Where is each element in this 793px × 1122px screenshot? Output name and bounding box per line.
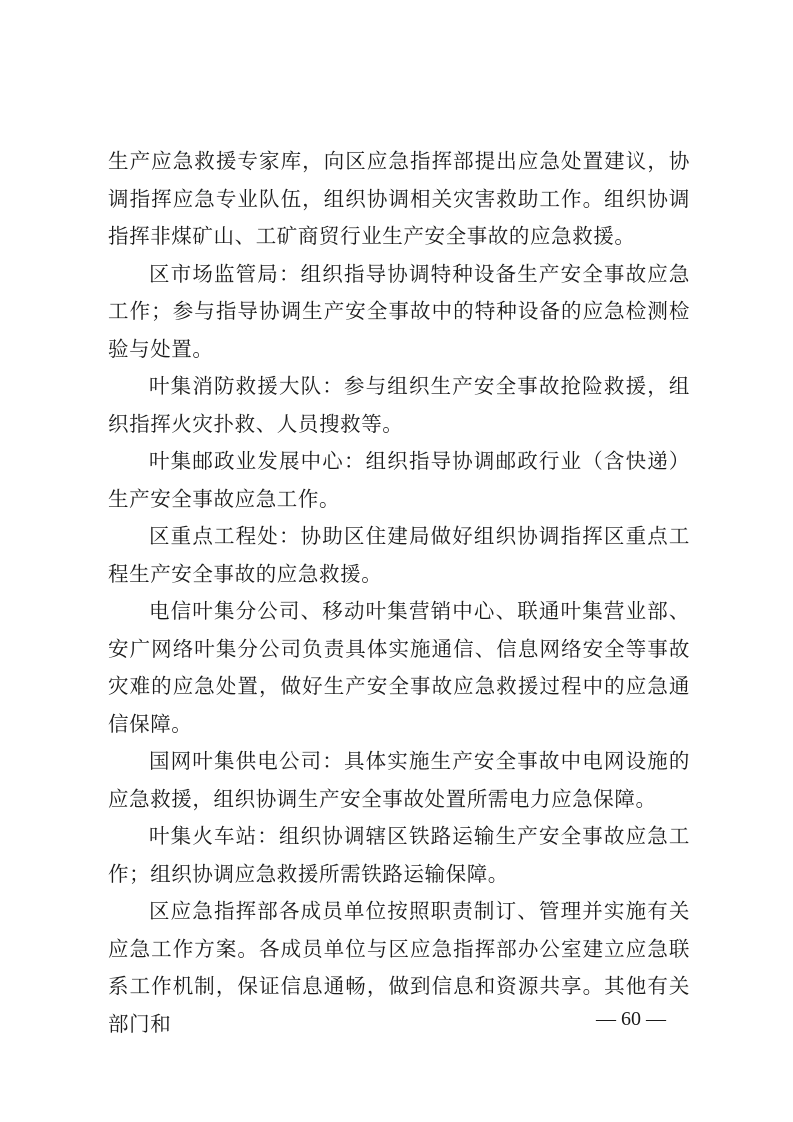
paragraph-key-projects: 区重点工程处：协助区住建局做好组织协调指挥区重点工程生产安全事故的应急救援。 bbox=[108, 524, 690, 586]
paragraph-railway: 叶集火车站：组织协调辖区铁路运输生产安全事故应急工作；组织协调应急救援所需铁路运输保障。 bbox=[108, 824, 690, 886]
paragraph-expert-coordination: 生产应急救援专家库，向区应急指挥部提出应急处置建议，协调指挥应急专业队伍，组织协调相关灾害救助工作。组织协调指挥非煤矿山、工矿商贸行业生产安全事故的应急救援。 bbox=[108, 149, 690, 248]
page-number: — 60 — bbox=[596, 1008, 666, 1030]
document-body bbox=[108, 143, 690, 1043]
paragraph-fire-rescue: 叶集消防救援大队：参与组织生产安全事故抢险救援，组织指挥火灾扑救、人员搜救等。 bbox=[108, 374, 690, 436]
paragraph-power-supply: 国网叶集供电公司：具体实施生产安全事故中电网设施的应急救援，组织协调生产安全事故处置所需电力应急保障。 bbox=[108, 749, 690, 811]
paragraph-telecom: 电信叶集分公司、移动叶集营销中心、联通叶集营业部、安广网络叶集分公司负责具体实施通信、信息网络安全等事故灾难的应急处置，做好生产安全事故应急救援过程中的应急通信保障。 bbox=[108, 599, 690, 736]
paragraph-member-units: 区应急指挥部各成员单位按照职责制订、管理并实施有关应急工作方案。各成员单位与区应急指挥部办公室建立应急联系工作机制，保证信息通畅，做到信息和资源共享。其他有关部门和 bbox=[108, 899, 690, 1036]
paragraph-market-supervision: 区市场监管局：组织指导协调特种设备生产安全事故应急工作；参与指导协调生产安全事故中的特种设备的应急检测检验与处置。 bbox=[108, 261, 690, 361]
paragraph-postal: 叶集邮政业发展中心：组织指导协调邮政行业（含快递）生产安全事故应急工作。 bbox=[108, 449, 690, 511]
